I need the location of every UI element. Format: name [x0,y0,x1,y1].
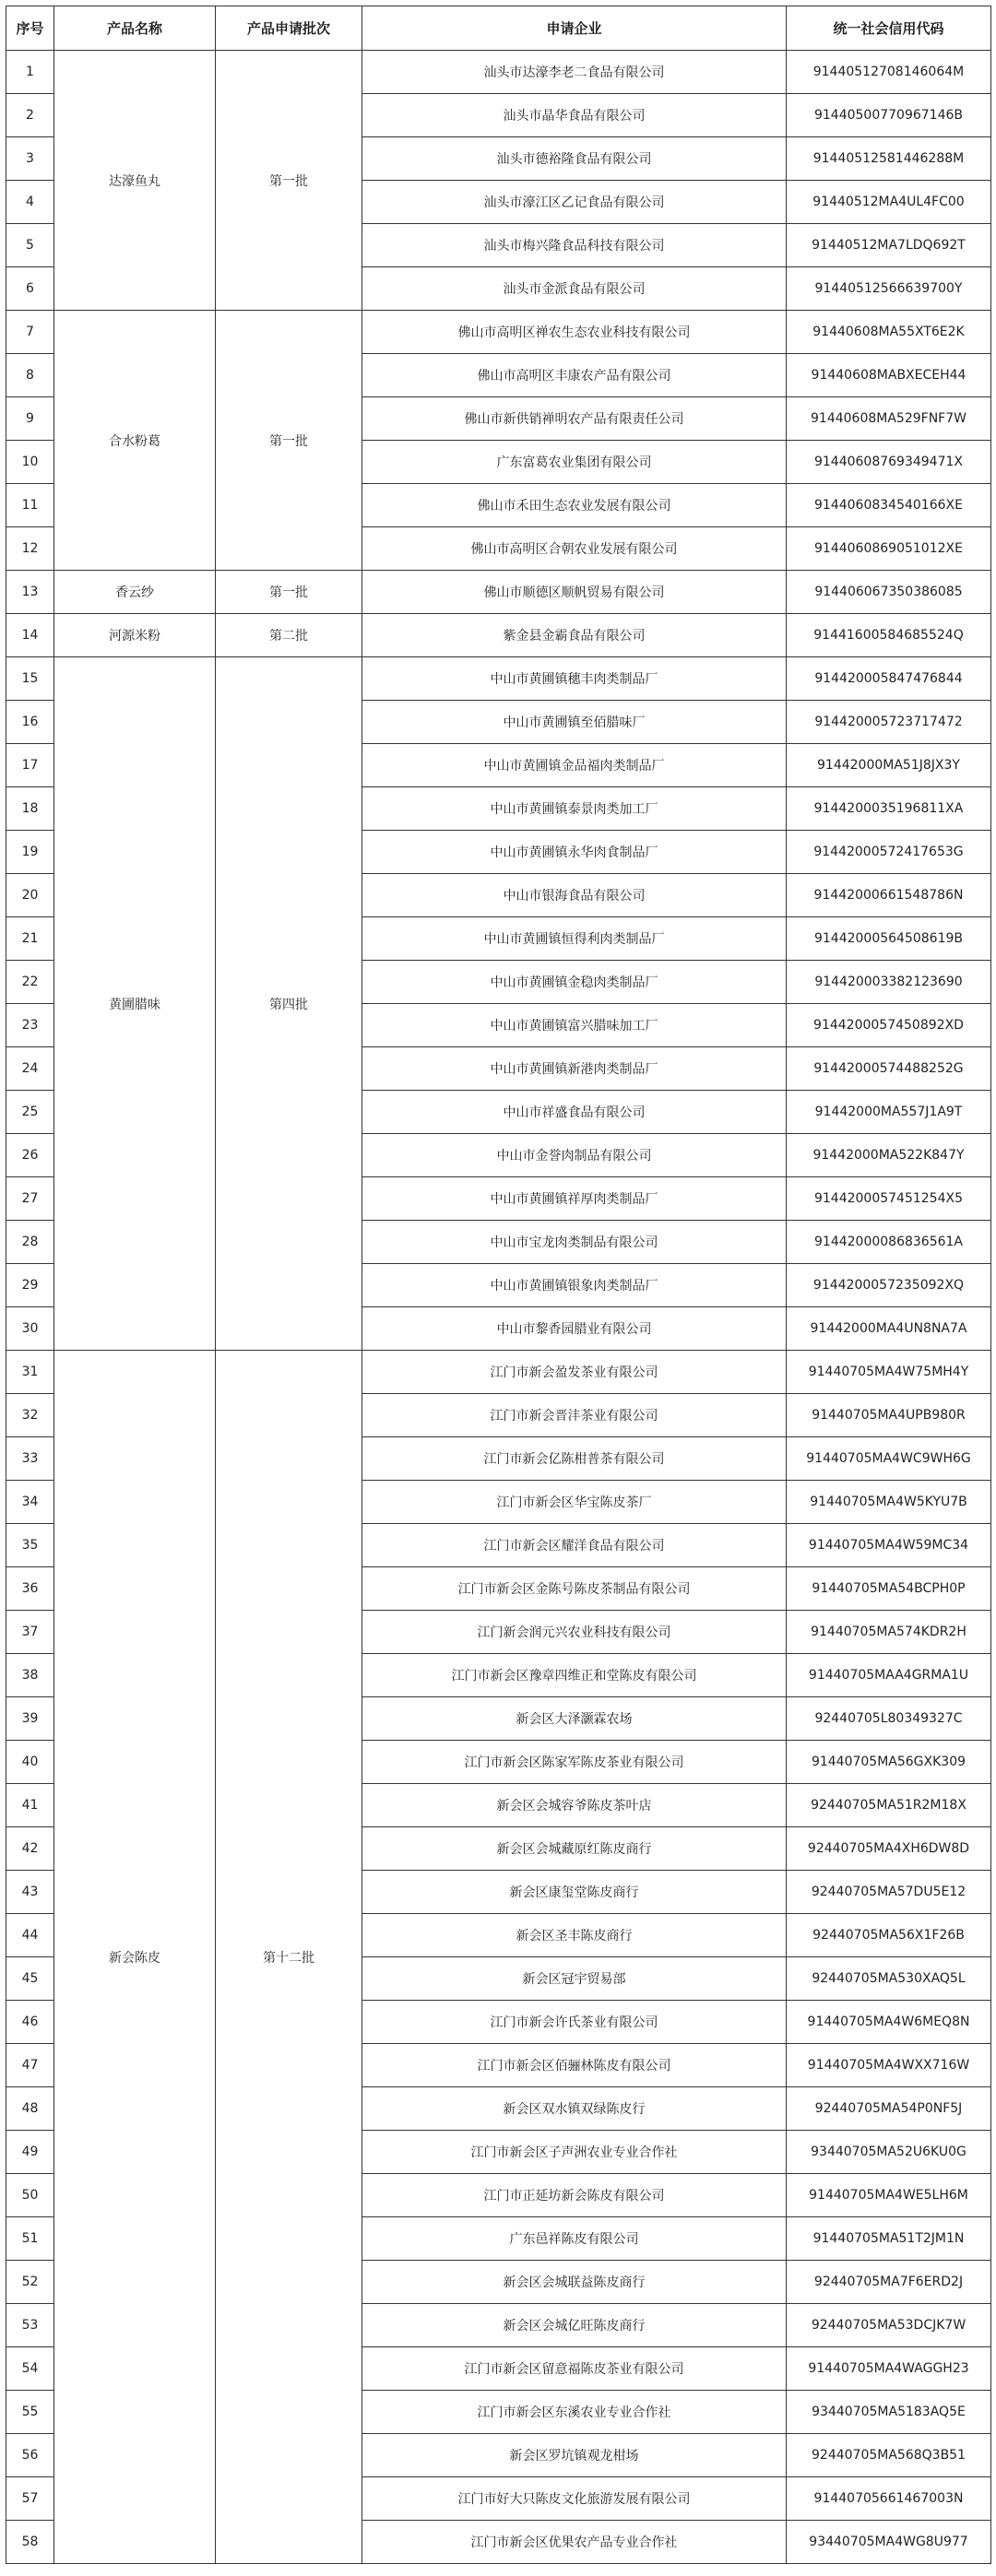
product-name-cell: 新会陈皮 [54,1351,216,2564]
row-number: 45 [6,1957,54,2001]
row-number: 18 [6,787,54,831]
credit-code-cell: 91440512MA4UL4FC00 [787,181,991,224]
credit-code-cell: 91440608MA55XT6E2K [787,311,991,354]
company-name-cell: 中山市黄圃镇银象肉类制品厂 [362,1264,787,1307]
batch-cell: 第四批 [216,657,362,1351]
company-name-cell: 新会区会城联益陈皮商行 [362,2261,787,2304]
company-name-cell: 紫金县金霸食品有限公司 [362,614,787,657]
company-name-cell: 新会区会城容爷陈皮茶叶店 [362,1784,787,1827]
company-name-cell: 江门市新会晋沣茶业有限公司 [362,1394,787,1437]
row-number: 10 [6,441,54,484]
credit-code-cell: 9144200035196811XA [787,787,991,831]
table-row [6,1351,991,1394]
row-number: 3 [6,137,54,181]
company-name-cell: 广东邑祥陈皮有限公司 [362,2217,787,2261]
company-name-cell: 中山市黄圃镇金品福肉类制品厂 [362,744,787,787]
company-name-cell: 新会区冠宇贸易部 [362,1957,787,2001]
row-number: 19 [6,831,54,874]
credit-code-cell: 91442000MA557J1A9T [787,1091,991,1134]
credit-code-cell: 92440705MA568Q3B51 [787,2434,991,2477]
company-name-cell: 汕头市金派食品有限公司 [362,267,787,311]
row-number: 16 [6,701,54,744]
row-number: 29 [6,1264,54,1307]
company-name-cell: 江门市新会许氏茶业有限公司 [362,2001,787,2044]
credit-code-cell: 91440512566639700Y [787,267,991,311]
row-number: 24 [6,1047,54,1091]
credit-code-cell: 91441600584685524Q [787,614,991,657]
row-number: 53 [6,2304,54,2347]
company-name-cell: 江门市新会盈发茶业有限公司 [362,1351,787,1394]
row-number: 51 [6,2217,54,2261]
row-number: 11 [6,484,54,527]
credit-code-cell: 92440705MA51R2M18X [787,1784,991,1827]
credit-code-cell: 92440705MA53DCJK7W [787,2304,991,2347]
row-number: 28 [6,1221,54,1264]
credit-code-cell: 91440512MA7LDQ692T [787,224,991,267]
header-row [6,6,991,51]
company-name-cell: 江门市新会区耀洋食品有限公司 [362,1524,787,1567]
credit-code-cell: 9144200057235092XQ [787,1264,991,1307]
table-row [6,311,991,354]
credit-code-cell: 91442000MA4UN8NA7A [787,1307,991,1351]
row-number: 30 [6,1307,54,1351]
row-number: 44 [6,1914,54,1957]
credit-code-cell: 91440500770967146B [787,94,991,137]
row-number: 20 [6,874,54,917]
product-name-cell: 达濠鱼丸 [54,51,216,311]
row-number: 37 [6,1611,54,1654]
company-name-cell: 中山市金誉肉制品有限公司 [362,1134,787,1177]
row-number: 32 [6,1394,54,1437]
header-batch: 产品申请批次 [216,6,362,51]
company-name-cell: 佛山市顺德区顺帆贸易有限公司 [362,571,787,614]
row-number: 47 [6,2044,54,2087]
company-name-cell: 广东富葛农业集团有限公司 [362,441,787,484]
credit-code-cell: 91440705661467003N [787,2477,991,2521]
credit-code-cell: 91442000572417653G [787,831,991,874]
company-name-cell: 江门市新会区佰骊林陈皮有限公司 [362,2044,787,2087]
company-name-cell: 江门市新会区华宝陈皮茶厂 [362,1481,787,1524]
credit-code-cell: 91442000MA51J8JX3Y [787,744,991,787]
row-number: 33 [6,1437,54,1481]
credit-code-cell: 91440705MA4WXX716W [787,2044,991,2087]
row-number: 43 [6,1871,54,1914]
company-name-cell: 江门市新会区子声洲农业专业合作社 [362,2131,787,2174]
product-name-cell: 合水粉葛 [54,311,216,571]
credit-code-cell: 93440705MA5183AQ5E [787,2391,991,2434]
row-number: 48 [6,2087,54,2131]
row-number: 39 [6,1697,54,1741]
batch-cell: 第十二批 [216,1351,362,2564]
credit-code-cell: 91442000574488252G [787,1047,991,1091]
credit-code-cell: 91440608769349471X [787,441,991,484]
product-name-cell: 河源米粉 [54,614,216,657]
credit-code-cell: 91440705MA4W6MEQ8N [787,2001,991,2044]
credit-code-cell: 91440705MA54BCPH0P [787,1567,991,1611]
company-name-cell: 中山市黄圃镇永华肉食制品厂 [362,831,787,874]
row-number: 13 [6,571,54,614]
batch-cell: 第二批 [216,614,362,657]
credit-code-cell: 91440512708146064M [787,51,991,94]
credit-code-cell: 91440705MA4W59MC34 [787,1524,991,1567]
credit-code-cell: 9144060834540166XE [787,484,991,527]
company-name-cell: 新会区双水镇双绿陈皮行 [362,2087,787,2131]
company-name-cell: 江门市好大只陈皮文化旅游发展有限公司 [362,2477,787,2521]
company-name-cell: 佛山市高明区合朝农业发展有限公司 [362,527,787,571]
row-number: 2 [6,94,54,137]
row-number: 8 [6,354,54,397]
product-name-cell: 黄圃腊味 [54,657,216,1351]
company-name-cell: 汕头市德裕隆食品有限公司 [362,137,787,181]
company-name-cell: 佛山市高明区禅农生态农业科技有限公司 [362,311,787,354]
credit-code-cell: 91440705MA4UPB980R [787,1394,991,1437]
product-name-cell: 香云纱 [54,571,216,614]
company-name-cell: 江门市正延坊新会陈皮有限公司 [362,2174,787,2217]
credit-code-cell: 91440608MA529FNF7W [787,397,991,441]
row-number: 46 [6,2001,54,2044]
batch-cell: 第一批 [216,311,362,571]
table-row [6,614,991,657]
header-product: 产品名称 [54,6,216,51]
company-name-cell: 中山市银海食品有限公司 [362,874,787,917]
company-name-cell: 江门市新会亿陈柑普茶有限公司 [362,1437,787,1481]
credit-code-cell: 93440705MA4WG8U977 [787,2521,991,2564]
company-name-cell: 江门市新会区豫章四维正和堂陈皮有限公司 [362,1654,787,1697]
row-number: 36 [6,1567,54,1611]
credit-code-cell: 9144200057451254X5 [787,1177,991,1221]
company-name-cell: 中山市宝龙肉类制品有限公司 [362,1221,787,1264]
credit-code-cell: 91440512581446288M [787,137,991,181]
company-name-cell: 佛山市禾田生态农业发展有限公司 [362,484,787,527]
row-number: 17 [6,744,54,787]
row-number: 26 [6,1134,54,1177]
row-number: 38 [6,1654,54,1697]
credit-code-cell: 9144060869051012XE [787,527,991,571]
company-name-cell: 佛山市新供销禅明农产品有限责任公司 [362,397,787,441]
credit-code-cell: 92440705MA56X1F26B [787,1914,991,1957]
company-name-cell: 新会区圣丰陈皮商行 [362,1914,787,1957]
header-no: 序号 [6,6,54,51]
row-number: 40 [6,1741,54,1784]
row-number: 57 [6,2477,54,2521]
batch-cell: 第一批 [216,571,362,614]
row-number: 25 [6,1091,54,1134]
credit-code-cell: 91442000564508619B [787,917,991,961]
header-code: 统一社会信用代码 [787,6,991,51]
company-name-cell: 江门市新会区东溪农业专业合作社 [362,2391,787,2434]
row-number: 54 [6,2347,54,2391]
credit-code-cell: 91440705MA4WC9WH6G [787,1437,991,1481]
company-name-cell: 中山市黄圃镇新港肉类制品厂 [362,1047,787,1091]
company-name-cell: 汕头市达濠李老二食品有限公司 [362,51,787,94]
row-number: 21 [6,917,54,961]
credit-code-cell: 914406067350386085 [787,571,991,614]
row-number: 22 [6,961,54,1004]
row-number: 1 [6,51,54,94]
row-number: 42 [6,1827,54,1871]
row-number: 12 [6,527,54,571]
table-row [6,51,991,94]
table-row [6,657,991,701]
credit-code-cell: 92440705L80349327C [787,1697,991,1741]
credit-code-cell: 92440705MA4XH6DW8D [787,1827,991,1871]
credit-code-cell: 914420003382123690 [787,961,991,1004]
company-name-cell: 中山市黄圃镇泰景肉类加工厂 [362,787,787,831]
row-number: 58 [6,2521,54,2564]
row-number: 41 [6,1784,54,1827]
company-name-cell: 江门市新会区优果农产品专业合作社 [362,2521,787,2564]
company-name-cell: 中山市祥盛食品有限公司 [362,1091,787,1134]
credit-code-cell: 9144200057450892XD [787,1004,991,1047]
credit-code-cell: 93440705MA52U6KU0G [787,2131,991,2174]
company-name-cell: 中山市黄圃镇祥厚肉类制品厂 [362,1177,787,1221]
credit-code-cell: 92440705MA530XAQ5L [787,1957,991,2001]
row-number: 35 [6,1524,54,1567]
company-name-cell: 汕头市梅兴隆食品科技有限公司 [362,224,787,267]
credit-code-cell: 91440705MA4WE5LH6M [787,2174,991,2217]
batch-cell: 第一批 [216,51,362,311]
company-name-cell: 江门市新会区留意福陈皮茶业有限公司 [362,2347,787,2391]
company-name-cell: 新会区会城藏原红陈皮商行 [362,1827,787,1871]
credit-code-cell: 91442000MA522K847Y [787,1134,991,1177]
company-name-cell: 中山市黄圃镇金稳肉类制品厂 [362,961,787,1004]
row-number: 4 [6,181,54,224]
credit-code-cell: 91440705MA4W75MH4Y [787,1351,991,1394]
row-number: 52 [6,2261,54,2304]
credit-code-cell: 914420005723717472 [787,701,991,744]
header-company: 申请企业 [362,6,787,51]
credit-code-cell: 91440705MA4W5KYU7B [787,1481,991,1524]
row-number: 50 [6,2174,54,2217]
company-name-cell: 新会区大泽灏霖农场 [362,1697,787,1741]
row-number: 31 [6,1351,54,1394]
company-name-cell: 佛山市高明区丰康农产品有限公司 [362,354,787,397]
company-name-cell: 新会区罗坑镇观龙柑场 [362,2434,787,2477]
credit-code-cell: 92440705MA54P0NF5J [787,2087,991,2131]
row-number: 49 [6,2131,54,2174]
company-name-cell: 江门市新会区陈家军陈皮茶业有限公司 [362,1741,787,1784]
credit-code-cell: 91442000661548786N [787,874,991,917]
row-number: 23 [6,1004,54,1047]
company-name-cell: 汕头市晶华食品有限公司 [362,94,787,137]
company-name-cell: 中山市黎香园腊业有限公司 [362,1307,787,1351]
company-name-cell: 中山市黄圃镇富兴腊味加工厂 [362,1004,787,1047]
company-name-cell: 中山市黄圃镇恒得利肉类制品厂 [362,917,787,961]
table-row [6,571,991,614]
credit-code-cell: 914420005847476844 [787,657,991,701]
row-number: 34 [6,1481,54,1524]
company-name-cell: 中山市黄圃镇穗丰肉类制品厂 [362,657,787,701]
credit-code-cell: 92440705MA57DU5E12 [787,1871,991,1914]
row-number: 14 [6,614,54,657]
row-number: 7 [6,311,54,354]
company-name-cell: 江门新会润元兴农业科技有限公司 [362,1611,787,1654]
company-name-cell: 新会区康玺堂陈皮商行 [362,1871,787,1914]
credit-code-cell: 91440705MAA4GRMA1U [787,1654,991,1697]
row-number: 9 [6,397,54,441]
credit-code-cell: 91440705MA56GXK309 [787,1741,991,1784]
credit-code-cell: 91442000086836561A [787,1221,991,1264]
row-number: 15 [6,657,54,701]
credit-code-cell: 91440705MA574KDR2H [787,1611,991,1654]
company-name-cell: 江门市新会区金陈号陈皮茶制品有限公司 [362,1567,787,1611]
row-number: 56 [6,2434,54,2477]
company-name-cell: 新会区会城亿旺陈皮商行 [362,2304,787,2347]
credit-code-cell: 91440705MA4WAGGH23 [787,2347,991,2391]
row-number: 27 [6,1177,54,1221]
row-number: 6 [6,267,54,311]
credit-code-cell: 92440705MA7F6ERD2J [787,2261,991,2304]
credit-code-cell: 91440705MA51T2JM1N [787,2217,991,2261]
company-name-cell: 中山市黄圃镇至佰腊味厂 [362,701,787,744]
row-number: 55 [6,2391,54,2434]
table-body [6,51,991,2564]
row-number: 5 [6,224,54,267]
enterprise-table [6,6,991,2564]
credit-code-cell: 91440608MABXECEH44 [787,354,991,397]
company-name-cell: 汕头市濠江区乙记食品有限公司 [362,181,787,224]
